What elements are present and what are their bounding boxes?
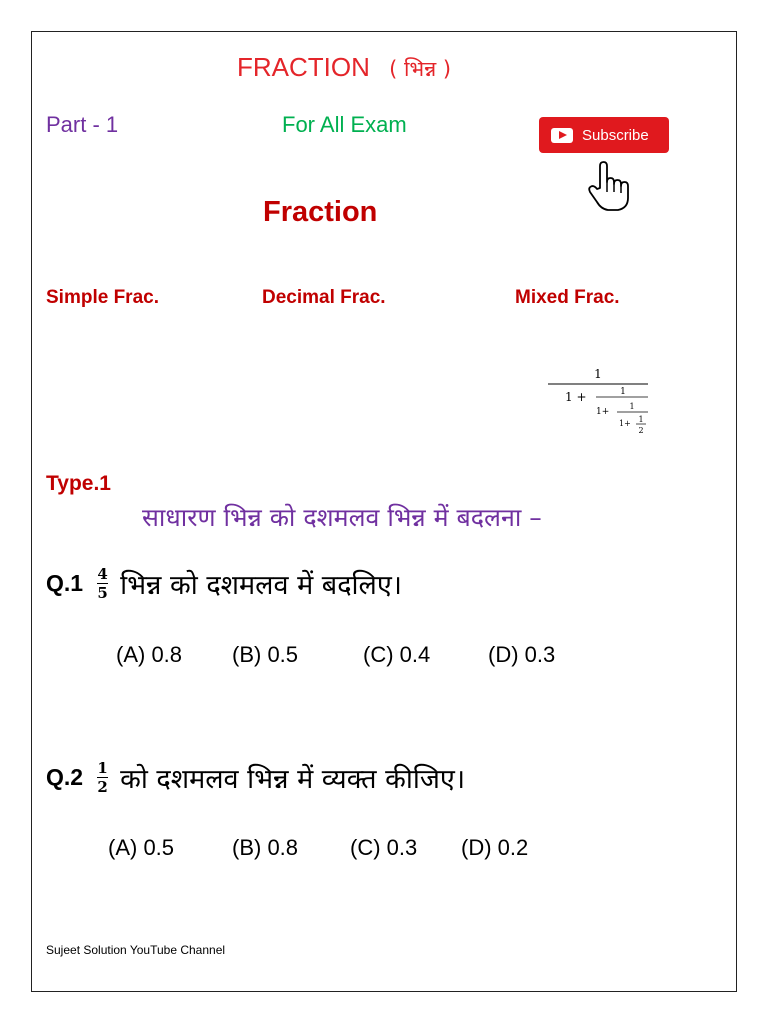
question-1-number: Q.1 xyxy=(46,570,84,596)
question-1-denominator: 5 xyxy=(97,584,108,602)
question-2-option-c: (C) 0.3 xyxy=(350,835,418,860)
category-simple-fraction: Simple Frac. xyxy=(46,287,159,308)
continued-fraction-example xyxy=(548,364,653,454)
type-description: साधारण भिन्न को दशमलव भिन्न में बदलना – xyxy=(142,503,542,532)
question-1-option-d: (D) 0.3 xyxy=(488,642,556,667)
page-title xyxy=(237,52,451,83)
cf-denominator-4: 2 xyxy=(638,426,644,435)
question-1-numerator: 4 xyxy=(97,565,108,583)
subscribe-label: Subscribe xyxy=(582,126,649,144)
for-all-exam-label: For All Exam xyxy=(282,112,407,137)
youtube-play-icon xyxy=(551,128,573,143)
question-2 xyxy=(46,759,465,796)
part-label: Part - 1 xyxy=(46,112,119,137)
category-decimal-fraction: Decimal Frac. xyxy=(262,287,386,308)
question-1-option-c: (C) 0.4 xyxy=(363,642,431,667)
type-label: Type.1 xyxy=(46,472,111,495)
category-mixed-fraction: Mixed Frac. xyxy=(515,287,620,308)
question-2-text: को दशमलव भिन्न में व्यक्त कीजिए। xyxy=(120,764,466,795)
question-2-fraction xyxy=(97,760,108,795)
question-1 xyxy=(46,565,402,602)
question-1-fraction xyxy=(97,566,108,601)
question-1-text: भिन्न को दशमलव में बदलिए। xyxy=(120,570,403,601)
question-2-option-d: (D) 0.2 xyxy=(461,835,529,860)
question-2-options xyxy=(108,835,528,861)
section-heading: Fraction xyxy=(263,196,378,228)
title-hindi: ( भिन्न ) xyxy=(389,57,452,81)
cf-numerator-2: 1 xyxy=(620,387,626,397)
question-2-option-a: (A) 0.5 xyxy=(108,835,175,860)
question-2-number: Q.2 xyxy=(46,764,84,790)
pointer-hand-icon xyxy=(586,160,632,212)
question-2-numerator: 1 xyxy=(97,759,108,777)
cf-numerator-1: 1 xyxy=(594,367,602,381)
question-2-option-b: (B) 0.8 xyxy=(232,835,299,860)
cf-numerator-4: 1 xyxy=(638,415,644,424)
question-1-options xyxy=(116,642,555,668)
footer-channel-name: Sujeet Solution YouTube Channel xyxy=(46,943,226,957)
question-1-option-b: (B) 0.5 xyxy=(232,642,299,667)
cf-term-2: 1+ xyxy=(596,407,610,417)
title-main: FRACTION xyxy=(237,52,370,82)
question-2-denominator: 2 xyxy=(97,778,108,796)
document-page xyxy=(31,31,737,992)
cf-term-1: 1 + xyxy=(565,390,587,404)
question-1-option-a: (A) 0.8 xyxy=(116,642,183,667)
subscribe-button[interactable] xyxy=(539,117,669,153)
cf-term-3: 1+ xyxy=(619,419,631,428)
cf-numerator-3: 1 xyxy=(629,402,635,411)
